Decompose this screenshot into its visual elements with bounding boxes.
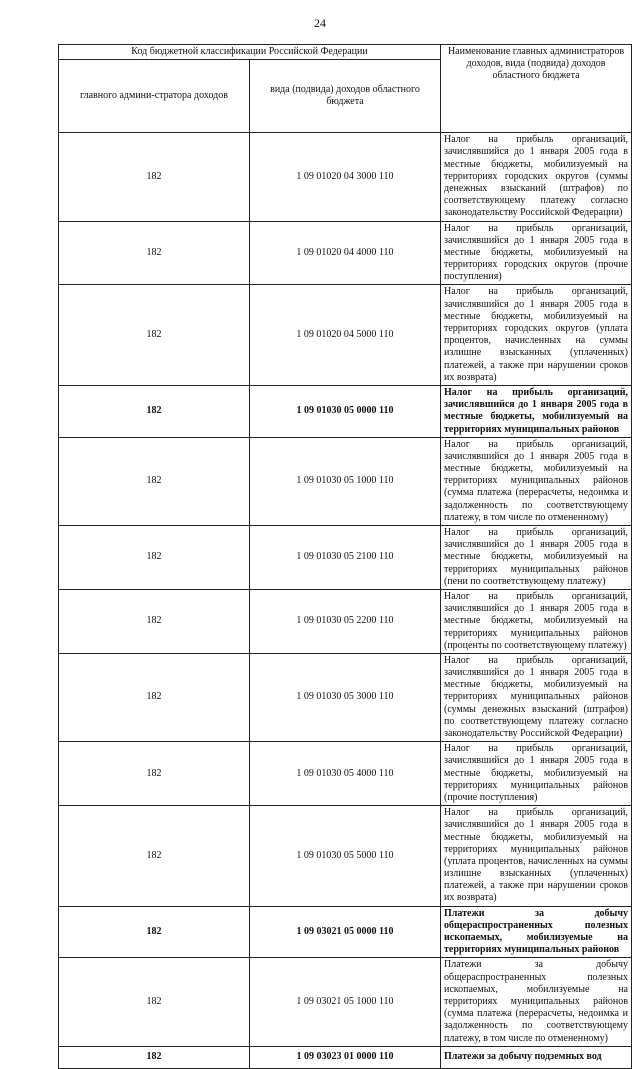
- revenue-name-cell: Налог на прибыль организаций, зачислявшийся до 1 января 2005 года в местные бюджеты, мобилизуемый на территориях муниципальных районов (суммы денежных взысканий (штрафов) по соответствующему платежу согласно законодательству Российской Федерации): [441, 653, 632, 741]
- admin-code-cell: 182: [59, 906, 250, 958]
- revenue-name-cell: Налог на прибыль организаций, зачислявшийся до 1 января 2005 года в местные бюджеты, мобилизуемый на территориях муниципальных районов (уплата процентов, начисленных на суммы излишне взысканных (уплаченных) платежей, а также при нарушении сроков их возврата): [441, 806, 632, 907]
- table-row: [59, 906, 632, 958]
- admin-code-cell: 182: [59, 526, 250, 590]
- table-row: [59, 958, 632, 1046]
- table-row: [59, 589, 632, 653]
- admin-code-cell: 182: [59, 437, 250, 525]
- table-row: [59, 526, 632, 590]
- revenue-code-cell: 1 09 01030 05 2100 110: [250, 526, 441, 590]
- table-row: [59, 653, 632, 741]
- table-row: [59, 385, 632, 437]
- revenue-code-cell: 1 09 01020 04 3000 110: [250, 133, 441, 221]
- admin-code-cell: 182: [59, 1046, 250, 1068]
- revenue-code-cell: 1 09 01020 04 5000 110: [250, 285, 441, 386]
- revenue-name-cell: Налог на прибыль организаций, зачислявшийся до 1 января 2005 года в местные бюджеты, мобилизуемый на территориях муниципальных районов: [441, 385, 632, 437]
- header-row-group: [59, 45, 632, 60]
- revenue-name-cell: Платежи за добычу общераспространенных полезных ископаемых, мобилизуемые на территориях муниципальных районов: [441, 906, 632, 958]
- admin-code-cell: 182: [59, 806, 250, 907]
- revenue-name-cell: Платежи за добычу подземных вод: [441, 1046, 632, 1068]
- revenue-code-cell: 1 09 01020 04 4000 110: [250, 221, 441, 285]
- header-name-column: Наименование главных администраторов доходов, вида (подвида) доходов областного бюджета: [441, 45, 632, 133]
- admin-code-cell: 182: [59, 221, 250, 285]
- table-row: [59, 806, 632, 907]
- table-row: [59, 742, 632, 806]
- table-row: [59, 1046, 632, 1068]
- table-row: [59, 285, 632, 386]
- header-group-title: Код бюджетной классификации Российской Федерации: [59, 45, 441, 60]
- revenue-name-cell: Налог на прибыль организаций, зачислявшийся до 1 января 2005 года в местные бюджеты, мобилизуемый на территориях городских округов (прочие поступления): [441, 221, 632, 285]
- revenue-name-cell: Платежи за добычу общераспространенных полезных ископаемых, мобилизуемые на территориях муниципальных районов (сумма платежа (перерасчеты, недоимка и задолженность по соответствующему платежу, в том числе по отмененному): [441, 958, 632, 1046]
- table-body: [59, 133, 632, 1069]
- admin-code-cell: 182: [59, 958, 250, 1046]
- admin-code-cell: 182: [59, 589, 250, 653]
- revenue-name-cell: Налог на прибыль организаций, зачислявшийся до 1 января 2005 года в местные бюджеты, мобилизуемый на территориях муниципальных районов (проценты по соответствующему платежу): [441, 589, 632, 653]
- admin-code-cell: 182: [59, 653, 250, 741]
- revenue-code-cell: 1 09 03021 05 1000 110: [250, 958, 441, 1046]
- admin-code-cell: 182: [59, 385, 250, 437]
- revenue-code-cell: 1 09 01030 05 3000 110: [250, 653, 441, 741]
- table-row: [59, 221, 632, 285]
- admin-code-cell: 182: [59, 285, 250, 386]
- revenue-code-cell: 1 09 01030 05 5000 110: [250, 806, 441, 907]
- header-code-column: вида (подвида) доходов областного бюджета: [250, 60, 441, 133]
- page-number: 24: [314, 16, 326, 30]
- revenue-code-cell: 1 09 01030 05 0000 110: [250, 385, 441, 437]
- budget-classification-table: [58, 44, 632, 1069]
- header-admin-column: главного админи-стратора доходов: [59, 60, 250, 133]
- revenue-code-cell: 1 09 03023 01 0000 110: [250, 1046, 441, 1068]
- revenue-code-cell: 1 09 01030 05 4000 110: [250, 742, 441, 806]
- table-row: [59, 437, 632, 525]
- revenue-code-cell: 1 09 01030 05 1000 110: [250, 437, 441, 525]
- revenue-name-cell: Налог на прибыль организаций, зачислявшийся до 1 января 2005 года в местные бюджеты, мобилизуемый на территориях муниципальных районов (сумма платежа (перерасчеты, недоимка и задолженность по соответствующему платежу, в том числе по отмененному): [441, 437, 632, 525]
- revenue-name-cell: Налог на прибыль организаций, зачислявшийся до 1 января 2005 года в местные бюджеты, мобилизуемый на территориях муниципальных районов (пени по соответствующему платежу): [441, 526, 632, 590]
- revenue-name-cell: Налог на прибыль организаций, зачислявшийся до 1 января 2005 года в местные бюджеты, мобилизуемый на территориях муниципальных районов (прочие поступления): [441, 742, 632, 806]
- revenue-name-cell: Налог на прибыль организаций, зачислявшийся до 1 января 2005 года в местные бюджеты, мобилизуемый на территориях городских округов (суммы денежных взысканий (штрафов) по соответствующему платежу согласно законодательству Российской Федерации): [441, 133, 632, 221]
- table-row: [59, 133, 632, 221]
- revenue-code-cell: 1 09 01030 05 2200 110: [250, 589, 441, 653]
- admin-code-cell: 182: [59, 742, 250, 806]
- revenue-name-cell: Налог на прибыль организаций, зачислявшийся до 1 января 2005 года в местные бюджеты, мобилизуемый на территориях городских округов (уплата процентов, начисленных на суммы излишне взысканных (уплаченных) платежей, а также при нарушении сроков их возврата): [441, 285, 632, 386]
- revenue-code-cell: 1 09 03021 05 0000 110: [250, 906, 441, 958]
- admin-code-cell: 182: [59, 133, 250, 221]
